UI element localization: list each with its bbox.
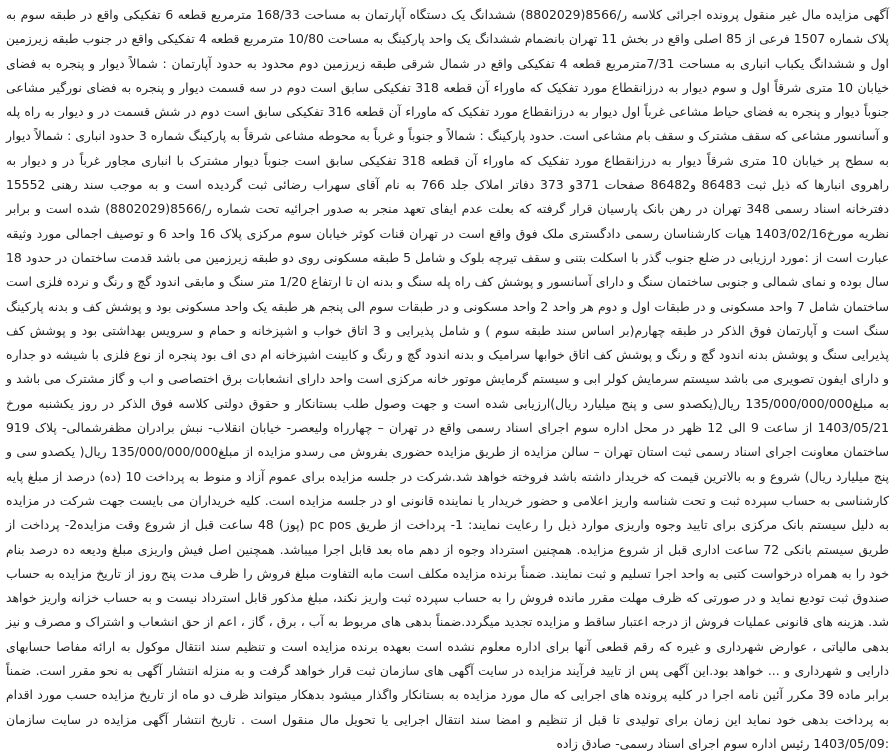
notice-body-text: آگهی مزایده مال غیر منقول پرونده اجرائی کلاسه ر/8566(8802029) ششدانگ یک دستگاه آپارتمان به مساحت 168/33 مترمربع قطعه 6 تفکیکی واقع در طبقه سوم به پلاک شماره 1507 فرعی از 85 اصلی واقع در بخش 11 تهران بانضمام ششدانگ یک واحد پارکینگ به مساحت 10/80 مترمربع قطعه 4 تفکیکی واقع در جنوب طبقه زیرزمین اول و ششدانگ یکباب انباری به مساحت 7/31مترمربع قطعه 4 تفکیکی واقع در شمال شرقی طبقه زیرزمین دوم محدود به حدود آپارتمان : شمالاً دیوار و پنجره به فضای خیابان 10 متری شرقاً اول و سوم دیوار به درزانقطاع مورد تفکیک که ماوراء آن قطعه 318 تفکیکی سابق است دوم در سه قسمت دیوار و پنجره به فضای نورگیر مشاعی جنوباً دیوار و پنجره به فضای حیاط مشاعی غرباً اول دیوار به درزانقطاع مورد تفکیک که ماوراء آن قطعه 316 تفکیکی سابق است دوم در شش قسمت در و دیوار به راه پله و آسانسور مشاعی که سقف مشترک و سقف بام مشاعی است. حدود پارکینگ : شمالاً و جنوباً و غرباً به محوطه مشاعی شرقاً به پارکینگ شماره 3 حدود انباری : شمالاً دیوار به سطح پر خیابان 10 متری شرقاً دیوار به درزانقطاع مورد تفکیک که ماوراء آن قطعه 318 تفکیکی سابق است جنوباً دیوار مشترک با انباری مجاور غرباً در و دیوار به راهروی انبارها که ذیل ثبت 86483 و86482 صفحات 371و 373 دفاتر املاک جلد 766 به نام آقای سهراب رضائی ثبت گردیده است و به موجب سند رهنی 15552 دفترخانه اسناد رسمی 348 تهران در رهن بانک پارسیان قرار گرفته که بعلت عدم ایفای تعهد منجر به صدور اجرائیه تحت شماره ر/8566(8802029) شده است و برابر نظریه مورخ1403/02/16 هیات کارشناسان رسمی دادگستری ملک فوق واقع است در تهران قنات کوثر خیابان سوم مرکزی پلاک 16 واحد 6 و توصیف اجمالی مورد وثیقه عبارت است از :مورد ارزیابی در ضلع جنوب گذر با اسکلت بتنی و سقف تیرچه بلوک و شامل 5 طبقه مسکونی روی دو طبقه زیرزمین می باشد قدمت ساختمان در حدود 18 سال بوده و نمای شمالی و جنوبی ساختمان سنگ و دارای آسانسور و پوشش کف راه پله سنگ و بدنه ان تا ارتفاع 1/20 متر سنگ و مابقی اندود گچ و رنگ و نرده فلزی است ساختمان شامل 7 واحد مسکونی و در طبقات اول و دوم هر واحد 2 واحد مسکونی و در طبقات سوم الی پنجم هر طبقه یک واحد مسکونی بود و پوشش کف و بدنه پارکینگ سنگ است و آپارتمان فوق الذکر در طبقه چهارم(بر اساس سند طبقه سوم ) و شامل پذیرایی و 3 اتاق خواب و اشپزخانه و حمام و سرویس بهداشتی بود و پوشش کف پذیرایی سنگ و پوشش بدنه اندود گچ و رنگ و پوشش کف اتاق خوابها سرامیک و بدنه اندود گچ و رنگ و کابینت اشپزخانه ام دی اف بود پنجره از نوع فلزی با شیشه دو جداره و دارای ایفون تصویری می باشد سیستم سرمایش کولر ابی و سیستم گرمایش موتور خانه مرکزی است واحد دارای انشعابات برق اختصاصی و اب و گاز مشترک می باشد و به مبلغ135/000/000/000 ریال(یکصدو سی و پنج میلیارد ریال)ارزیابی شده است و جهت وصول طلب بستانکار و حقوق دولتی کلاسه فوق الذکر در روز یکشنبه مورخ 1403/05/21 از ساعت 9 الی 12 ظهر در محل اداره سوم اجرای اسناد رسمی واقع در تهران – چهارراه ولیعصر- خیابان انقلاب- نبش برادران مظفرشمالی- پلاک 919 ساختمان معاونت اجرای اسناد رسمی ثبت استان تهران – سالن مزایده از طریق مزایده حضوری بفروش می رسدو مزایده از مبلغ135/000/000/000 ریال( یکصدو سی و پنج میلیارد ریال) شروع و به بالاترین قیمت که خریدار داشته باشد فروخته خواهد شد.شرکت در جلسه مزایده برای عموم آزاد و منوط به پرداخت 10 (ده) درصد از مبلغ پایه کارشناسی به حساب سپرده ثبت و تحت شناسه واریز اعلامی و حضور خریدار یا نماینده قانونی او در جلسه مزایده است. کلیه خریداران می بایست جهت شرکت در مزایده به دلیل سیستم بانک مرکزی برای تایید وجوه واریزی موارد ذیل را رعایت نمایند: 1- پرداخت از طریق pc pos (پوز) 48 ساعت قبل از شروع وقت مزایده2- پرداخت از طریق سیستم بانکی 72 ساعت اداری قبل از شروع مزایده. همچنین استرداد وجوه از دهم ماه بعد قابل اجرا میباشد. همچنین اصل فیش واریزی مبلغ ودیعه ده درصد بنام خود را به همراه درخواست کتبی به واحد اجرا تسلیم و ثبت نمایند. ضمناً برنده مزایده مکلف است مابه التفاوت مبلغ فروش را ظرف مدت پنج روز از تاریخ مزایده به حساب صندوق ثبت تودیع نماید و در صورتی که ظرف مهلت مقرر مانده فروش را به حساب سپرده ثبت واریز نکند، مبلغ مذکور قابل استرداد نیست و به حساب خزانه واریز خواهد شد. هزینه های قانونی عملیات فروش از درجه اعتبار ساقط و مزایده تجدید میگردد.ضمناً بدهی های مربوط به آب ، برق ، گاز ، اعم از حق انشعاب و اشتراک و مصرف و نیز بدهی مالیاتی ، عوارض شهرداری و غیره که رقم قطعی آنها برای اداره معلوم نشده است بعهده برنده مزایده است و تنظیم سند انتقال موکول به ارائه مفاصا حسابهای دارایی و شهرداری و ... خواهد بود.این آگهی پس از تایید فرآیند مزایده در سایت آگهی های سازمان ثبت قرار خواهد گرفت و به منزله انتشار آگهی به نحو مقرر است. ضمناً برابر ماده 39 مکرر آئین نامه اجرا در کلیه پرونده های اجرایی که مال مورد مزایده به بستانکار واگذار میشود بدهکار میتواند ظرف دو ماه از تاریخ مزایده حسب مورد اقدام به پرداخت بدهی خود نماید این زمان برای تولیدی تا قبل از تنظیم و امضا سند انتقال اجرایی یا تحویل مال منقول است . تاریخ انتشار آگهی مزایده در سایت سازمان :1403/05/09 رئیس اداره سوم اجرای اسناد رسمی- صادق زاده <box>6 7 890 751</box>
